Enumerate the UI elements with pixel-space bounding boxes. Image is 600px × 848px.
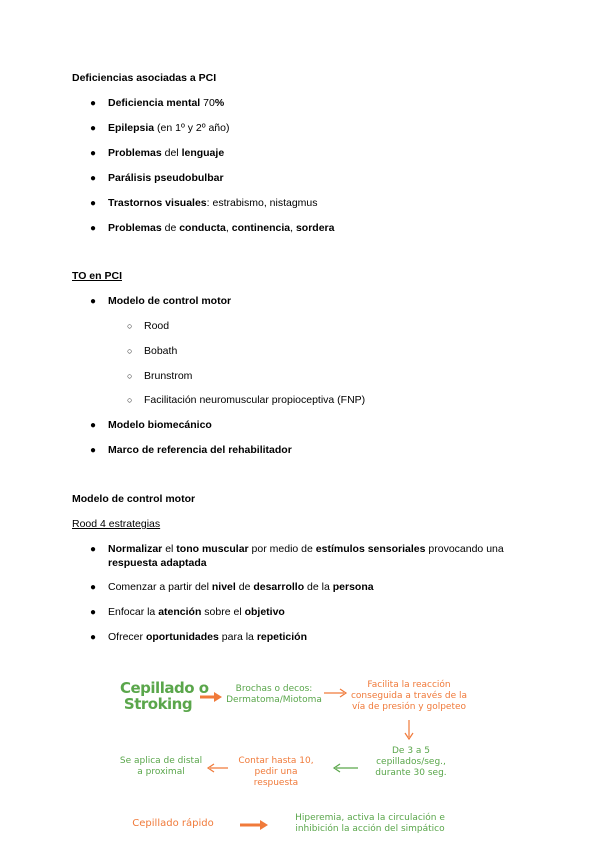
bullet-icon: ● xyxy=(90,445,97,456)
sub-list-item: Rood xyxy=(144,320,170,332)
circle-bullet-icon: ○ xyxy=(127,346,133,356)
list-item: Parálisis pseudobulbar xyxy=(108,172,224,184)
arrow-left-icon xyxy=(206,764,228,772)
bullet-icon: ● xyxy=(90,198,97,209)
bullet-icon: ● xyxy=(90,582,97,593)
list-item: Marco de referencia del rehabilitador xyxy=(108,444,292,456)
list-item: Enfocar la atención sobre el objetivo xyxy=(108,606,285,618)
arrow-right-icon xyxy=(324,689,348,697)
bullet-icon: ● xyxy=(90,420,97,431)
sub-list-item: Brunstrom xyxy=(144,370,193,382)
bullet-icon: ● xyxy=(90,607,97,618)
diagram-cepillado-rapido: Cepillado rápido xyxy=(132,818,214,829)
arrow-right-thick-icon xyxy=(200,692,222,702)
list-item: Trastornos visuales: estrabismo, nistagmus xyxy=(108,197,318,209)
circle-bullet-icon: ○ xyxy=(127,395,133,405)
circle-bullet-icon: ○ xyxy=(127,321,133,331)
sub-list-item: Facilitación neuromuscular propioceptiva (FNP) xyxy=(144,394,366,406)
diagram-facilita: Facilita la reacción conseguida a través de la vía de presión y golpeteo xyxy=(350,680,468,712)
diagram-title: Cepillado o Stroking xyxy=(120,679,209,713)
bullet-icon: ● xyxy=(90,223,97,234)
bullet-icon: ● xyxy=(90,632,97,643)
list-item: Problemas de conducta, continencia, sordera xyxy=(108,222,335,234)
list-item: Normalizar el tono muscular por medio de estímulos sensoriales provocando una xyxy=(108,543,504,555)
bullet-icon: ● xyxy=(90,148,97,159)
diagram-brochas: Brochas o decos: Dermatoma/Miotoma xyxy=(226,684,322,705)
subheading-rood: Rood 4 estrategias xyxy=(72,518,161,530)
diagram-cepillados: De 3 a 5 cepillados/seg., durante 30 seg. xyxy=(375,746,447,778)
bullet-icon: ● xyxy=(90,98,97,109)
list-item: Problemas del lenguaje xyxy=(108,147,225,159)
sub-list-item: Bobath xyxy=(144,345,178,357)
bullet-icon: ● xyxy=(90,544,97,555)
list-item: Deficiencia mental 70% xyxy=(108,97,225,109)
section-heading-deficiencias: Deficiencias asociadas a PCI xyxy=(72,72,217,84)
arrow-down-icon xyxy=(405,720,413,740)
list-item: Epilepsia (en 1º y 2º año) xyxy=(108,122,230,134)
list-item-continuation: respuesta adaptada xyxy=(108,557,207,569)
list-item: Modelo de control motor xyxy=(108,295,232,307)
arrow-left-icon xyxy=(332,764,358,772)
bullet-icon: ● xyxy=(90,173,97,184)
list-item: Comenzar a partir del nivel de desarrollo de la persona xyxy=(108,581,374,593)
bullet-icon: ● xyxy=(90,296,97,307)
bullet-icon: ● xyxy=(90,123,97,134)
arrow-right-thick-icon xyxy=(240,820,268,830)
diagram-hiperemia: Hiperemia, activa la circulación e inhibición la acción del simpático xyxy=(295,813,445,834)
section-heading-to-en-pci: TO en PCI xyxy=(72,270,122,282)
list-item: Ofrecer oportunidades para la repetición xyxy=(108,631,307,643)
section-heading-modelo-control-motor: Modelo de control motor xyxy=(72,493,196,505)
circle-bullet-icon: ○ xyxy=(127,371,133,381)
list-item: Modelo biomecánico xyxy=(108,419,212,431)
diagram-aplica: Se aplica de distal a proximal xyxy=(119,756,203,777)
diagram-contar: Contar hasta 10, pedir una respuesta xyxy=(238,756,314,788)
